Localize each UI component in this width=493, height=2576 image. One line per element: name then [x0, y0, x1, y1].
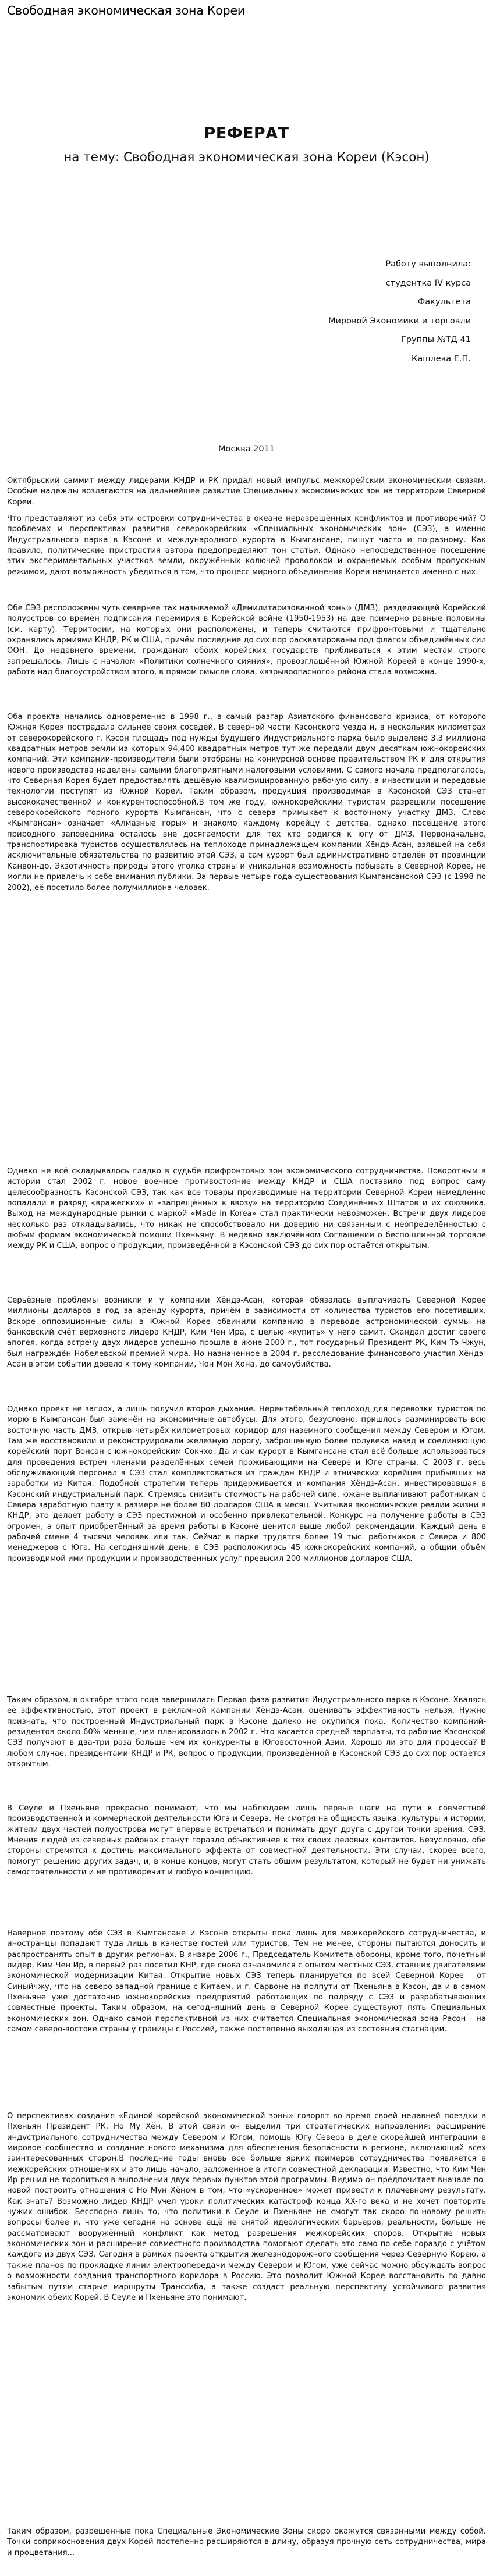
paragraph-block	[7, 1695, 486, 1770]
paragraph: Однако проект не заглох, а лишь получил второе дыхание. Нерентабельный теплоход для перевозки туристов по морю в Кымгансан был заменён на экономичные автобусы. Для этого, безусловно, пришлось разминировать всю восточную часть ДМЗ, открыв четырёх-километровых коридор для наземного сообщения между Севером и Югом. Там же восстановили и реконструировали железную дорогу, заброшенную более полувека назад и соединяющую корейский порт Вонсан с южнокорейским Сокчхо. Да и сам курорт в Кымгансане стал всё больше использоваться для проведения встреч членами разделённых семей проживающими на Севере и Юге страны. С 2003 г. весь обслуживающий персонал в СЭЗ стал комплектоваться из граждан КНДР и этнических корейцев прибывших на заработки из Китая. Подобной стратегии теперь придерживается и компания Хёндэ-Асан, инвестировавшая в Кэсонский индустриальный парк. Стремясь снизить стоимость на рабочей силе, южане выплачивают работникам с Севера заработную плату в размере не более 80 долларов США в месяц. Учитывая экономические реалии жизни в КНДР, это делает работу в СЭЗ престижной и особенно привлекательной. Конкурс на получение работы в СЭЗ огромен, а опыт приобретённый за время работы в Кэсоне ценится выше любой рекомендации. Каждый день в рабочей смене 4 тысячи человек или так. Сейчас в парке трудятся более 19 тыс. работников с Севера и 800 менеджеров с Юга. На сегодняшний день, в СЭЗ расположилось 45 южнокорейских компаний, а общий объём производимой ими продукции и производственных услуг превысил 200 миллионов долларов США.	[7, 1405, 486, 1563]
paragraph: Серьёзные проблемы возникли и у компании Хёндэ-Асан, которая обязалась выплачивать Северной Корее миллионы долларов в год за аренду курорта, причём в зависимости от количества туристов его посетивших. Вскоре оппозиционные силы в Южной Корее обвинили компанию в переводе астрономической суммы на банковский счёт верховного лидера КНДР, Ким Чен Ира, с целью «купить» у него самит. Скандал достиг своего апогея, когда встречу двух лидеров успешно прошла в июне 2000 г., тот государный Президент РК, Ким Тэ Чжун, был награждён Нобелевской премией мира. Но назначенное в 2004 г. расследование финансового участия Хёндэ-Асан в этом событии довело к тому компании, Чон Мон Хона, до самоубийства.	[7, 1296, 486, 1369]
author-line: студентка IV курса	[385, 278, 471, 288]
paragraph-block	[7, 1404, 486, 1564]
topic-line: на тему: Свободная экономическая зона Кореи (Кэсон)	[63, 150, 430, 165]
paragraph-block	[7, 1166, 486, 1252]
document-title: Свободная экономическая зона Кореи	[7, 3, 245, 17]
paragraph-block	[7, 1929, 486, 2035]
author-line: Группы №ТД 41	[401, 335, 471, 344]
city-year: Москва 2011	[218, 444, 275, 454]
paragraph-block	[7, 476, 486, 508]
author-line: Мировой Экономики и торговли	[328, 316, 471, 326]
paragraph: Что представляют из себя эти островки сотрудничества в океане неразрешённых конфликтов и противоречий? О проблемах и перспективах развития северокорейских «Специальных экономических зон» (СЭЗ), а именно Индустриального парка в Кэсоне и международного курорта в Кымгансане, пишут часто и по-разному. Как правило, политические пристрастия авторa предопределяют тон статьи. Однако непосредственное посещение этих экспериментальных участков земли, окружённых колючей проволокой и охраняемых особым пропускным режимом, дают возможность убедиться в том, что процесс мирного объединения Кореи начинается именно с них.	[7, 514, 486, 577]
paragraph-block	[7, 1296, 486, 1370]
paragraph-block	[7, 514, 486, 578]
paragraph-block	[7, 712, 486, 894]
paragraph: Обе СЭЗ расположены чуть севернее так называемой «Демилитаризованной зоны» (ДМЗ), разделяющей Корейский полуостров со времён подписания перемирия в Корейской войне (1950-1953) на две примерно равные половины (см. карту). Территории, на которых они расположены, и теперь считаются прифронтовыми и тщательно охранялись армиями КНДР, РК и США, причём последние до сих пор раскватированы под флагом объединённых сил ООН. До недавнего времени, гражданам обоих корейских государств прибливаться к этим местам строго запрещалось. Лишь с началом «Политики солнечного сияния», провозглашённой Южной Кореей в конце 1990-х, работа над благоустройством этого, в прямом смысле слова, «взрывоопасного» района стала возможна.	[7, 604, 486, 677]
author-line: Факультета	[417, 297, 471, 307]
paragraph: О перспективах создания «Единой корейской экономической зоны» говорят во время своей недавней поездки в Пхеньян Президент РК, Но Му Хён. В этой связи он выделил три стратегических направления: расширение индустриального сотрудничества между Севером и Югом, помощь Югу Севера в деле скорейшей интеграции в мировое сообщество и создание нового механизма для обеспечения безопасности в регионе, включающий всех заинтересованных сторон.В последние годы вновь все больше ярких примеров сотрудничества появляется в межкорейских отношениях и это лишь начало, заложенное в итоги совместной декларации. Известно, что Ким Чен Ир решил не торопиться в выполнении двух первых пунктов этой программы. Видимо он предпочитает вначале по-новой построить отношения с Но Мун Хёном в том, что «ускоренное» может привести к плачевному результату. Как знать? Возможно лидер КНДР учел уроки политических катастроф конца XX-го века и не хочет повторить чужих ошибок. Бесспорно лишь то, что политики в Сеуле и Пхеньяне не смогут так скоро по-новому решить вопросы более и, что уже сегодня на основе ещё не снятой идеологических барьеров, реальности, больше не рассматривают вооружённый конфликт как метод разрешения межкорейских споров. Открытие новых экономических зон и расширение совместного производства помогают сделать это само по себе гораздо с учётом каждого из двух СЭЗ. Сегодня в рамках проекта открытия железнодорожного сообщения через Северную Корею, а также планов по прокладке линии электропередачи между Севером и Югом, уже сейчас можно обсуждать вопрос о возможности создания транспортного коридора в Россию. Это позволит Южной Корее восстановить по давно забытым путям старые маршруты Транссиба, а также создаст реальную перспективу устойчивого развития экономик обеих Корей. В Сеуле и Пхеньяне это понимают.	[7, 2112, 486, 2302]
paragraph-block	[7, 2527, 486, 2559]
author-info	[328, 255, 471, 368]
paragraph: Таким образом, в октябре этого года завершилась Первая фаза развития Индустриального парка в Кэсоне. Хвалясь её эффективностью, этот проект в рекламной кампании Хёндэ-Асан, оценивать эффективность нельзя. Нужно признать, что построенный Индустриальный парк в Кэсоне далеко не окупился пока. Количество компаний-резидентов около 60% меньше, чем планировалось в 2002 г. Что касается средней зарплаты, то рабочие Кэсонской СЭЗ получают в два-три раза больше чем их конкуренты в Юговосточной Азии. Хорошо ли это для процесса? В любом случае, президентами КНДР и РК, вопрос о продукции, произведённой в Кэсонской СЭЗ до сих пор остаётся открытым.	[7, 1696, 486, 1769]
paragraph-block	[7, 1803, 486, 1878]
paragraph: Оба проекта начались одновременно в 1998 г., в самый разгар Азиатского финансового кризиса, от которого Южная Корея пострадала сильнее своих соседей. В северной части Кэсонского уезда и, в нескольких километрах от северокорейского г. Кэсон площадь под нужды будущего Индустриального парка было выделено 3.3 миллиона квадратных метров земли из которых 94,400 квадратных метров тут же передали двум десяткам южнокорейских компаний. Эти компании-производители были отобраны на конкурсной основе правительством РК и для открытия нового производства наделены самыми благоприятными налоговыми условиями. С самого начала предполагалось, что Северная Корея будет предоставлять дешёвую квалифицированную рабочую силу, а инвестиции и передовые технологии поступят из Южной Кореи. Таким образом, продукция производимая в Кэсонской СЭЗ станет высококачественной и конкурентоспособной.В том же году, южнокорейскими туристам разрешили посещение северокорейского горного курорта Кымгансан, что с севера примыкает к восточному участку ДМЗ. Слово «Кымгансан» означает «Алмазные горы» и знакомо каждому корейцу с детства, однако посещение этого природного заповедника осталось вне досягаемости для тех кто родился к югу от ДМЗ. Первоначально, транспортировка туристов осуществлялась на теплоходе принадлежащем компании Хёндэ-Асан, взявшей на себя исключительные обязательства по развитию этой СЭЗ, а сам курорт был административно отделён от провинции Канвон-до. Экзотичность природы этого уголка страны и уникальная возможность побывать в Северной Корее, не могли не привлечь к себе внимания публики. За первые четыре года существования Кымгансанской СЭЗ (с 1998 по 2002), её посетило более полумиллиона человек.	[7, 713, 486, 892]
referat-heading: РЕФЕРАТ	[204, 124, 289, 143]
paragraph: Наверное поэтому обе СЭЗ в Кымгансане и Кэсоне открыты пока лишь для межкорейского сотрудничества, и иностранцы попадают туда лишь в качестве гостей или туристов. Тем не менее, стороны пытаются доносить и распространять опыт в других регионах. В январе 2006 г., Председатель Комитета обороны, кроме того, почетный лидер, Ким Чен Ир, в первый раз посетил КНР, где снова ознакомился с опытом местных СЭЗ, ставших двигателями экономической модернизации Китая. Открытие новых СЭЗ теперь планируется по всей Северной Корее - от Синыйчжу, что на северо-западной границе с Китаем, и г. Сарвоне на полпути от Пхеньяна в Кэсон, да и в самом Пхеньяне уже достаточно южнокорейских предприятий работающих по подряду с СЭЗ и разрабатывающих совместные проекты. Таким образом, на сегодняшний день в Северной Корее существуют пять Специальных экономических зон. Однако самой перспективной из них считается Специальная экономическая зона Расон - на самом северо-востоке страны у границы с Россией, также постепенно выходящая из состояния стагнации.	[7, 1929, 486, 2034]
author-line: Кашлева Е.П.	[412, 354, 471, 364]
paragraph-block	[7, 2111, 486, 2303]
paragraph: Однако не всё складывалось гладко в судьбе прифронтовых зон экономического сотрудничества. Поворотным в истории стал 2002 г. новое военное противостояние между КНДР и США поставило под вопрос саму целесообразность Кэсонской СЭЗ, так как все товары производимые на территории Северной Кореи немедленно попадали в разряд «вражеских» и «запрещённых к ввозу» на территорию Соединённых Штатов и их союзника. Выход на международные рынки с маркой «Made in Korea» стал практически невозможен. Встречи двух лидеров несколько раз откладывались, что никак не способствовало ни доверию ни связанным с неопределённостью с любым формам экономической помощи Пхеньяну. В недавно заключённом Соглашении о беспошлинной торговле между РК и США, вопрос о продукции, произведённой в Кэсонской СЭЗ до сих пор остаётся открытым.	[7, 1167, 486, 1251]
paragraph: В Сеуле и Пхеньяне прекрасно понимают, что мы наблюдаем лишь первые шаги на пути к совместной производственной и коммерческой деятельности Юга и Севера. Не смотря на общность языка, культуры и истории, жители двух частей полуострова могут впервые встречаться и понимать друг друга с другой точки зрения. СЭЗ. Мнения людей из северных районах станут гораздо объективнее к тех своих деловых контактов. Безусловно, обе стороны стремятся к достичь максимального эффекта от совместной деятельности. Эти случаи, скорее всего, помогут решению других задач, и, в конце концов, могут стать общим результатом, который не будет ни унижать самостоятельности и не противоречит и любую концепцию.	[7, 1804, 486, 1877]
paragraph-block	[7, 603, 486, 678]
paragraph: Таким образом, разрешенные пока Специальные Экономические Зоны скоро окажутся связанными между собой. Точки соприкосновения двух Корей постепенно расширяются в длину, образуя прочную сеть сотрудничества, мира и процветания...	[7, 2527, 486, 2557]
paragraph: Октябрьский саммит между лидерами КНДР и РК придал новый импульс межкорейским экономическим связям. Особые надежды возлагаются на дальнейшее развитие Специальных экономических зон на территории Северной Кореи.	[7, 476, 486, 507]
author-line: Работу выполнила:	[385, 259, 471, 269]
